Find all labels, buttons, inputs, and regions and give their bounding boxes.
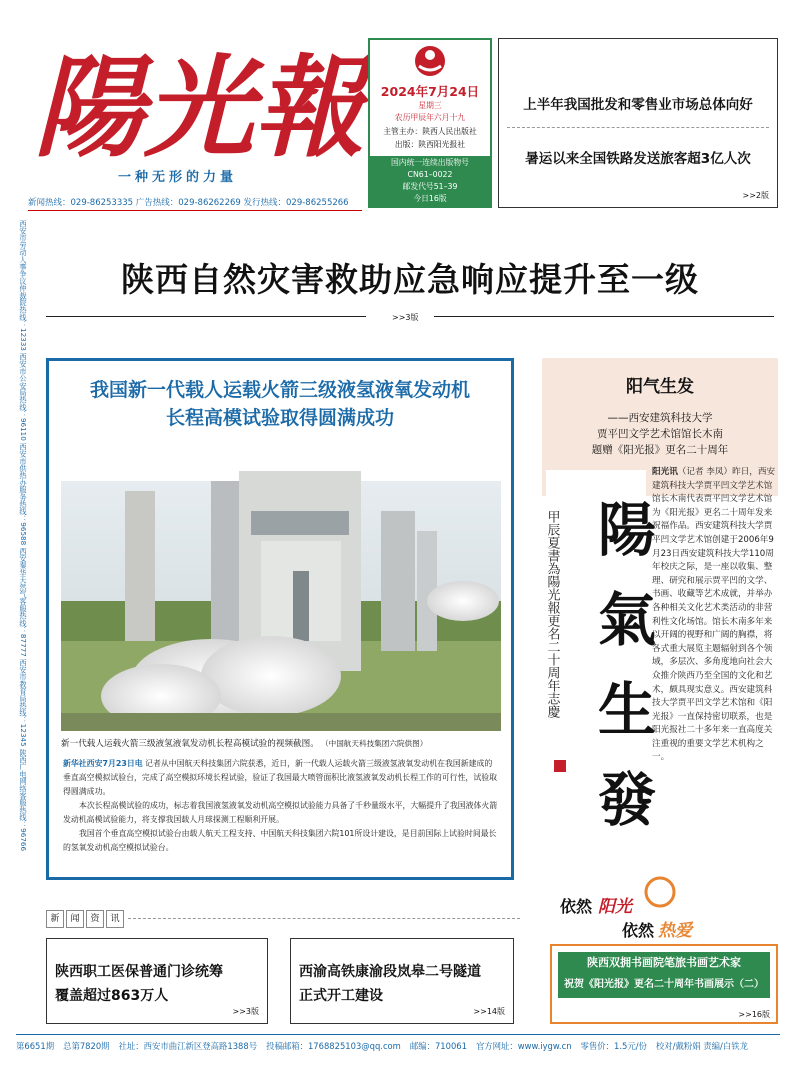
yang-reporter: （记者 李凤） [677,467,733,477]
news-brief-label [46,910,124,928]
yiran-promo-box[interactable] [550,944,778,1024]
news-brief-item-2[interactable] [290,938,514,1024]
masthead-slogan: 一种无形的力量 [118,170,238,185]
footer-address: 社址：西安市曲江新区登高路1388号 [118,1041,258,1051]
masthead-rule [28,210,362,211]
top-news-divider [507,127,769,128]
rocket-engine-test-photo [61,481,501,731]
issn-label: 国内统一连续出版物号 [391,158,469,167]
rocket-title-line-1[interactable]: 我国新一代载人运载火箭三级液氢液氧发动机 [89,379,470,401]
yang-byline: 阳光讯 [652,467,678,477]
news-brief-rule [128,918,520,919]
calligraphy-artwork [544,470,657,840]
brief-2-line-1: 西渝高铁康渝段岚皋二号隧道 [299,964,481,980]
rocket-paragraph-1 [63,757,499,799]
top-news-box [498,38,778,208]
svg-text:生: 生 [598,676,657,744]
rocket-title-line-2[interactable]: 长程高模试验取得圆满成功 [165,407,394,429]
news-label-char: 闻 [66,910,84,928]
footer-email[interactable]: 投稿邮箱：1768825103@qq.com [266,1041,401,1051]
issue-info-top [370,40,490,156]
yiran-yangguang-logo [552,862,780,952]
brief-1-line-2: 覆盖超过863万人 [55,988,169,1004]
brief-1-line-1: 陕西职工医保普通门诊统筹 [55,964,223,980]
postal-code: 邮发代号51–39 [402,182,458,191]
issue-sponsor: 主管主办：陕西人民出版社 [383,127,477,136]
yr-logo-1: 依然 [560,897,593,916]
top-news-item-1[interactable]: 上半年我国批发和零售业市场总体向好 [523,97,753,113]
yiran-line-1: 陕西双拥书画院笔旅书画艺术家 [587,956,741,969]
issue-date: 2024年7月24日 [380,84,480,99]
hotlines: 新闻热线：029-86253335 广告热线：029-86262269 发行热线：029-86255266 [28,198,349,208]
news-label-char: 资 [86,910,104,928]
headline-rule-left [46,316,366,317]
issue-lunar: 农历甲辰年六月十九 [394,113,466,122]
svg-text:發: 發 [598,766,657,834]
yang-feature-body [652,466,780,765]
side-hotline-strip: 西安市劳动人事争议仲裁院热线：12333 西安市公安局热线：96110 西安市供热办服务热线：96588 西安秦华天然气客服热线：87777 西安市教育局热线：12345 陕西广电网络客服热线：96766 [19,220,28,852]
yiran-promo-banner [558,952,770,998]
footer [16,1040,786,1052]
dateline: 新华社西安7月23日电 [63,759,143,768]
rocket-story-box [46,358,514,880]
news-label-char: 新 [46,910,64,928]
footer-zip: 邮编：710061 [409,1041,467,1051]
svg-text:甲辰夏書為陽光報更名二十周年志慶: 甲辰夏書為陽光報更名二十周年志慶 [544,510,560,718]
yang-feature-sub-3: 题赠《阳光报》更名二十周年 [591,444,729,456]
rocket-para-1-text: 记者从中国航天科技集团六院获悉，近日，新一代载人运载火箭三级液氢液氧发动机在我国新建成的垂直高空模拟试验台，完成了高空模拟环境长程试验，验证了我国最大喷管面积比液氢液氧发动机长程工作的可行性，试验取得圆满成功。 [63,759,497,796]
page-count: 今日16版 [413,194,447,203]
caption-source: （中国航天科技集团六院供图） [324,739,428,748]
headline-rule-right [434,316,774,317]
masthead-logo [30,38,364,172]
issue-publisher: 出版：陕西阳光报社 [394,140,466,149]
rocket-paragraph-2: 本次长程高模试验的成功，标志着我国液氢液氧发动机高空模拟试验能力具备了千秒量级水平，大幅提升了我国液体火箭发动机高模试验能力，将支撑我国载人月球探测工程顺利开展。 [63,801,498,824]
yiran-line-2: 祝贺《阳光报》更名二十周年书画展示（二） [564,979,764,990]
footer-total: 总第7820期 [63,1041,110,1051]
yang-feature-sub-2: 贾平凹文学艺术馆馆长木南 [597,428,723,440]
masthead-logo-text: 陽光報 [34,43,364,172]
cn-number: CN61–0022 [407,170,453,179]
yang-feature-title[interactable]: 阳气生发 [626,377,694,397]
news-label-char: 讯 [106,910,124,928]
news-brief-item-1[interactable] [46,938,268,1024]
footer-price: 零售价：1.5元/份 [580,1041,647,1051]
rocket-paragraph-3: 我国首个垂直高空模拟试验台由载人航天工程支持、中国航天科技集团六院101所设计建设，是目前国际上试验时间最长的氢氧发动机高空模拟试验台。 [63,829,497,852]
brief-2-page-ref: >>14版 [473,1007,505,1016]
footer-issue: 第6651期 [16,1041,55,1051]
top-news-page-ref: >>2版 [742,191,769,200]
svg-text:陽: 陽 [598,496,657,564]
issue-info-box [368,38,492,208]
yr-logo-2: 阳光 [598,897,632,917]
issue-info-green [370,156,490,206]
issue-weekday: 星期三 [418,101,442,110]
yr-logo-3: 依然 [622,921,655,940]
top-news-item-2[interactable]: 暑运以来全国铁路发送旅客超3亿人次 [525,151,751,167]
yr-logo-4: 热爱 [658,921,692,941]
brief-1-page-ref: >>3版 [232,1007,259,1016]
yang-feature-sub-1: ——西安建筑科技大学 [607,412,713,424]
yang-body-text: 昨日，西安建筑科技大学贾平凹文学艺术馆馆长木南代表贾平凹文学艺术馆为《阳光报》更名二十周年发来祝福作品。西安建筑科技大学贾平凹文学艺术馆创建于2006年9月23日西安建筑科技大学110周年校庆之际，是一座以收集、整理、研究和展示贾平凹的文学、书画、收藏等艺术成就，并举办各种相关文化艺术类活动的非营利性文化场馆。馆长木南多年来以开阔的视野和广阔的胸襟，将各式重大展览主题辐射到各个领域，多层次、多角度地向社会大众推介陕西乃至全国的文化和艺术，颇具现实意义。西安建筑科技大学贾平凹文学艺术馆和《阳光报》一直保持密切联系，也是阳光报社二十多年来一直高度关注重视的重要文学艺术机构之一。 [652,467,776,763]
footer-website[interactable]: 官方网址：www.iygw.cn [475,1041,572,1051]
headline-page-ref: >>3版 [392,313,419,322]
yiran-page-ref: >>16版 [738,1010,770,1019]
footer-rule [16,1034,780,1035]
footer-editors: 校对/戴粉娟 责编/白铁龙 [655,1041,748,1051]
brief-2-line-2: 正式开工建设 [299,988,383,1004]
svg-text:氣: 氣 [598,586,657,654]
photo-caption [61,737,501,749]
caption-text: 新一代载人运载火箭三级液氢液氧发动机长程高模试验的视频截图。 [61,739,319,749]
main-headline[interactable]: 陕西自然灾害救助应急响应提升至一级 [121,260,699,299]
sun-emblem-icon [414,44,446,78]
